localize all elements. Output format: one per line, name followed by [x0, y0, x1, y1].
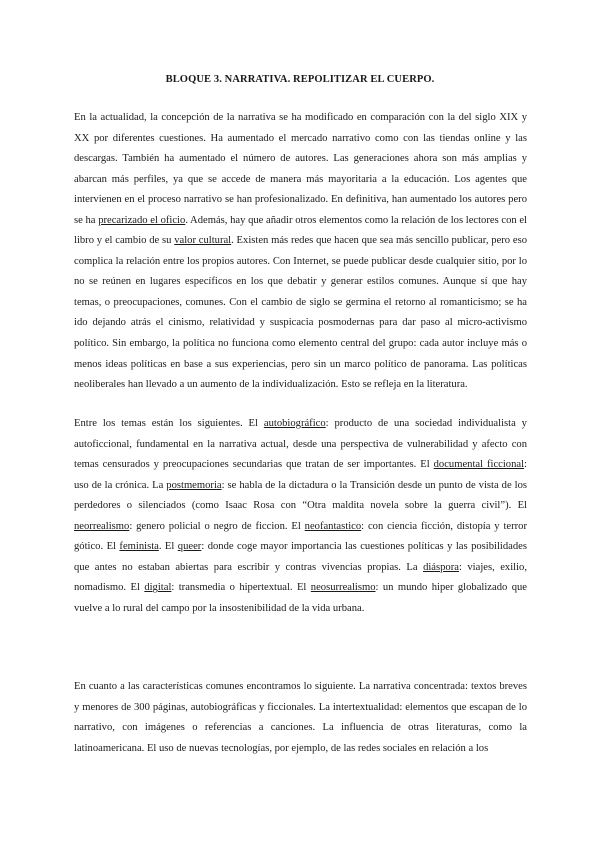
text-span: En la actualidad, la concepción de la narrativa se ha modificado en comparación con la del siglo XIX y XX por diferentes cuestiones. Ha aumentado el mercado narrativo como con las tiendas online y las descargas. También ha aumentado el número de autores. Las generaciones ahora son más amplias y abarcan más perfiles, ya que se accede de manera más mayoritaria a la educación. Los agentes que intervienen en el proceso narrativo se han profesionalizado. En definitiva, han aumentado los autores pero se ha [74, 112, 527, 226]
text-span: : con ciencia ficción, distopía y terror gótico. El [74, 520, 527, 553]
text-span: . Además, hay que añadir otros elementos como la relación de los lectores con el libro y el cambio de su [74, 214, 527, 247]
underlined-term: neorrealismo [74, 520, 130, 532]
text-span: : producto de una sociedad individualista y autoficcional, fundamental en la narrativa actual, desde una perspectiva de vulnerabilidad y afecto con temas censurados y preocupaciones secundarias que tratan de ser importantes. El [74, 418, 527, 471]
underlined-term: neofantastico [304, 520, 362, 532]
underlined-term: documental ficcional [433, 459, 525, 471]
underlined-term: precarizado el oficio [98, 214, 186, 226]
paragraph-intro [74, 108, 527, 396]
underlined-term: diáspora [423, 561, 459, 573]
text-span: : un mundo hiper globalizado que vuelve a lo rural del campo por la insostenibilidad de la vida urbana. [74, 582, 527, 614]
text-span: : uso de la crónica. La [74, 459, 527, 491]
text-span: : donde coge mayor importancia las cuestiones políticas y las posibilidades que antes no estaban abiertas para escribir y contras vivencias propias. La [74, 541, 527, 573]
underlined-term: postmemoria [166, 479, 222, 491]
text-span: : transmedia o hipertextual. El [171, 582, 311, 594]
text-span: : viajes, exilio, nomadismo. El [74, 561, 527, 594]
text-span: . Existen más redes que hacen que sea más sencillo publicar, pero eso complica la relación entre los propios autores. Con Internet, se puede publicar desde cualquier sitio, por lo no se reúnen en lugares específicos en los que debatir y generar estilos comunes. Aunque sí que hay temas, o preocupaciones, comunes. Con el cambio de siglo se germina el retorno al romanticismo; se ha ido dejando atrás el cinismo, relatividad y suspicacia posmodernas para dar paso al micro-activismo político. Sin embargo, la política no funciona como elemento central del grupo: cada autor incluye más o menos ideas políticas en base a sus experiencias, pero sin un marco político de panorama. Las políticas neoliberales han llevado a un aumento de la individualización. Esto se refleja en la literatura. [74, 235, 527, 391]
text-span: : se habla de la dictadura o la Transición desde un punto de vista de los perdedores o silenciados (como Isaac Rosa con “Otra maldita novela sobre la guerra civil”). El [74, 479, 527, 512]
underlined-term: neosurrealismo [310, 582, 376, 594]
text-span: . El [158, 541, 178, 553]
paragraph-themes [74, 414, 527, 619]
paragraph-characteristics [74, 677, 527, 759]
underlined-term: valor cultural [174, 235, 232, 247]
underlined-term: digital [144, 582, 172, 594]
text-span: En cuanto a las características comunes encontramos lo siguiente. La narrativa concentrada: textos breves y menores de 300 páginas, autobiográficas y ficcionales. La intertextualidad: elementos que escapan de lo narrativo, con imágenes o referencias a canciones. La influencia de otras literaturas, como la latinoamericana. El uso de nuevas tecnologías, por ejemplo, de las redes sociales en relación a los [74, 681, 527, 754]
page-title: BLOQUE 3. NARRATIVA. REPOLITIZAR EL CUERPO. [165, 74, 435, 85]
underlined-term: autobiográfico [263, 418, 326, 429]
text-span: : genero policial o negro de ficcion. El [129, 520, 305, 532]
underlined-term: feminista [119, 541, 159, 553]
underlined-term: queer [177, 541, 202, 553]
text-span: Entre los temas están los siguientes. El [74, 418, 264, 429]
